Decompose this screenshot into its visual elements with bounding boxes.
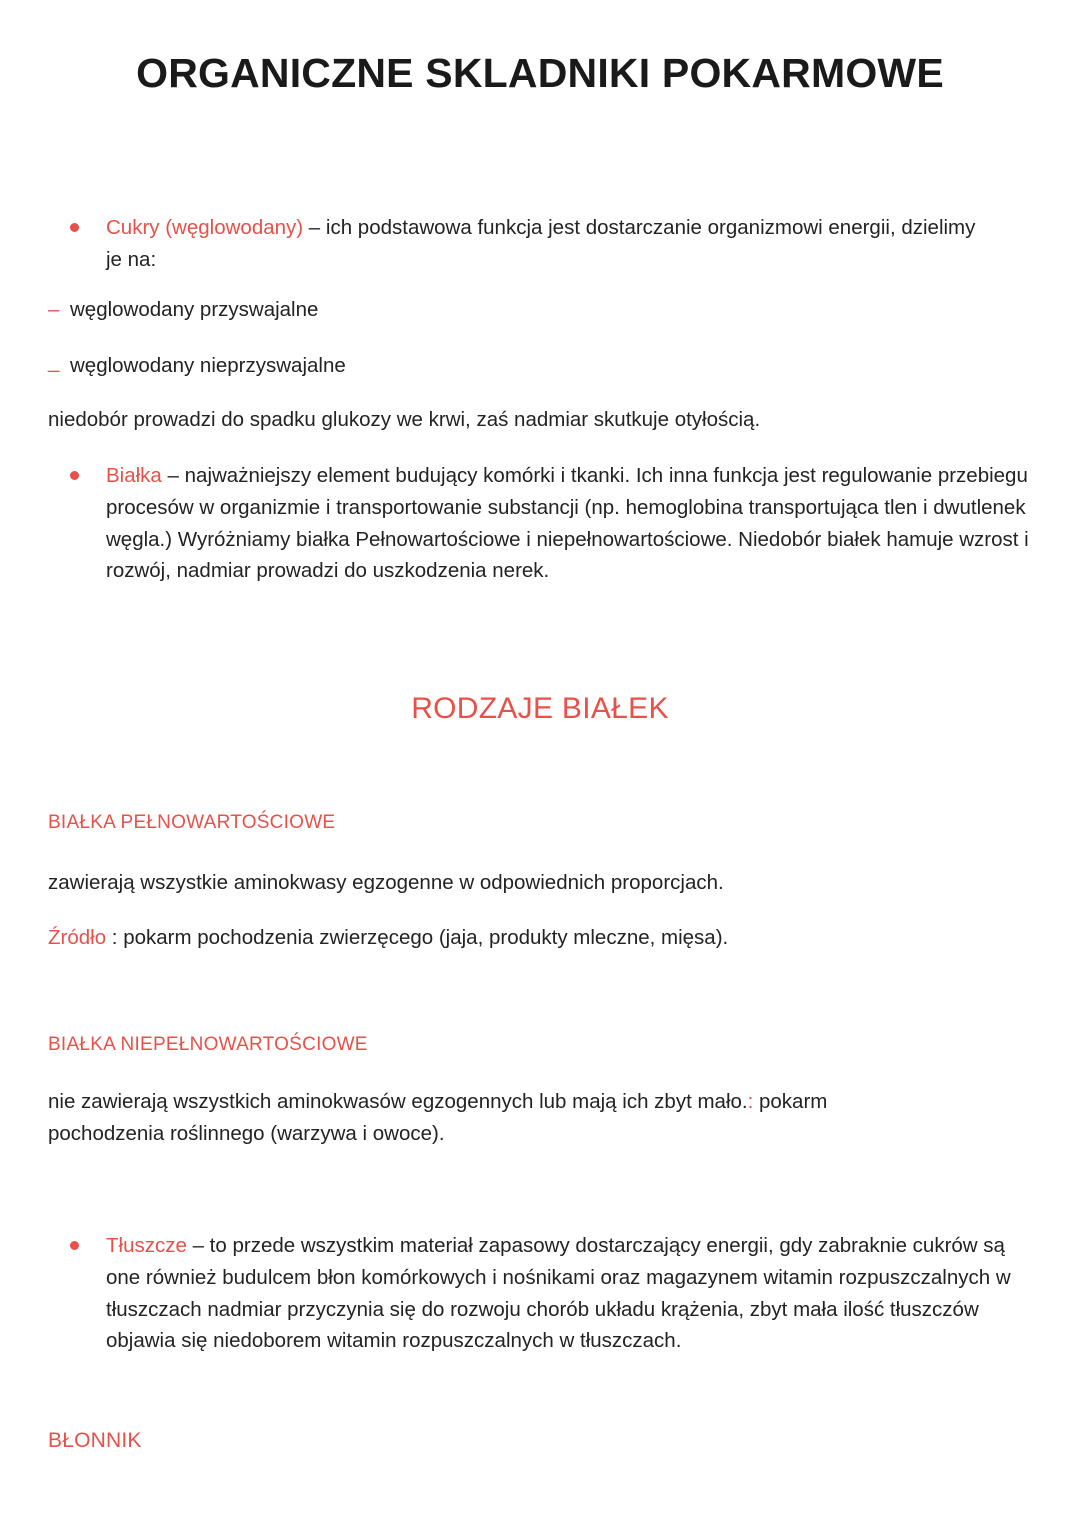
list-item-text [106,460,1030,587]
bialka-rest-text: – najważniejszy element budujący komórki i tkanki. Ich inna funkcja jest regulowanie przebiegu procesów w organizmie i transportowanie substancji (np. hemoglobina transportująca tlen i dwutlenek węgla.) Wyróżniamy białka Pełnowartościowe i niepełnowartościowe. Niedobór białek hamuje wzrost i rozwój, nadmiar prowadzi do uszkodzenia nerek. [106,464,1029,583]
niepelno-text-b: pokarm pochodzenia roślinnego (warzywa i owoce). [48,1090,828,1145]
niepelno-colon: : [747,1090,754,1113]
zrodlo-label: Źródło [48,926,107,949]
bialka-lead-text: Białka [106,464,162,487]
bullet-dot-icon [70,471,79,480]
sub-item-text: węglowodany nieprzyswajalne [70,354,346,377]
paragraph-zrodlo-zwierzece [48,922,988,954]
paragraph-pelnowartosciowe-opis: zawierają wszystkie aminokwasy egzogenne w odpowiednich proporcjach. [48,871,724,894]
page-title: ORGANICZNE SKLADNIKI POKARMOWE [136,50,944,96]
zrodlo-rest: : pokarm pochodzenia zwierzęcego (jaja, produkty mleczne, mięsa). [106,926,729,949]
list-item-cukry [70,212,980,276]
list-item-text [106,212,980,276]
subheading-bialka-pelnowartosciowe: BIAŁKA PEŁNOWARTOŚCIOWE [48,812,336,833]
tluszcze-rest-text: – to przede wszystkim materiał zapasowy dostarczający energii, gdy zabraknie cukrów są one również budulcem błon komórkowych i nośnikami oraz magazynem witamin rozpuszczalnych w tłuszczach nadmiar przyczynia się do rozwoju chorób układu krążenia, zbyt mała ilość tłuszczów objawia się niedoborem witamin rozpuszczalnych w tłuszczach. [106,1234,1011,1353]
list-item-bialka [70,460,1030,587]
paragraph-niepelnowartosciowe-opis [48,1086,928,1150]
paragraph-cukry-niedobor: niedobór prowadzi do spadku glukozy we krwi, zaś nadmiar skutkuje otyłością. [48,408,761,431]
bullet-dot-icon [70,223,79,232]
niepelno-text-a: nie zawierają wszystkich aminokwasów egzogennych lub mają ich zbyt mało. [48,1090,748,1113]
cukry-lead-text: Cukry (węglowodany) [106,216,304,239]
list-item-tluszcze [70,1230,1020,1357]
underscore-marker-icon: _ [48,350,60,373]
list-item-weglowodany-nieprzyswajalne [48,350,748,382]
list-item-weglowodany-przyswajalne [48,294,748,326]
tluszcze-lead-text: Tłuszcze [106,1234,187,1257]
subheading-blonnik: BŁONNIK [48,1429,142,1452]
sub-item-text: węglowodany przyswajalne [70,298,319,321]
cukry-rest-text: – ich podstawowa funkcja jest dostarczanie organizmowi energii, dzielimy je na: [106,216,976,271]
bullet-dot-icon [70,1241,79,1250]
section-heading-rodzaje-bialek: RODZAJE BIAŁEK [411,692,669,725]
subheading-bialka-niepelnowartosciowe: BIAŁKA NIEPEŁNOWARTOŚCIOWE [48,1034,368,1055]
dash-marker-icon: – [48,298,60,321]
list-item-text [106,1230,1020,1357]
